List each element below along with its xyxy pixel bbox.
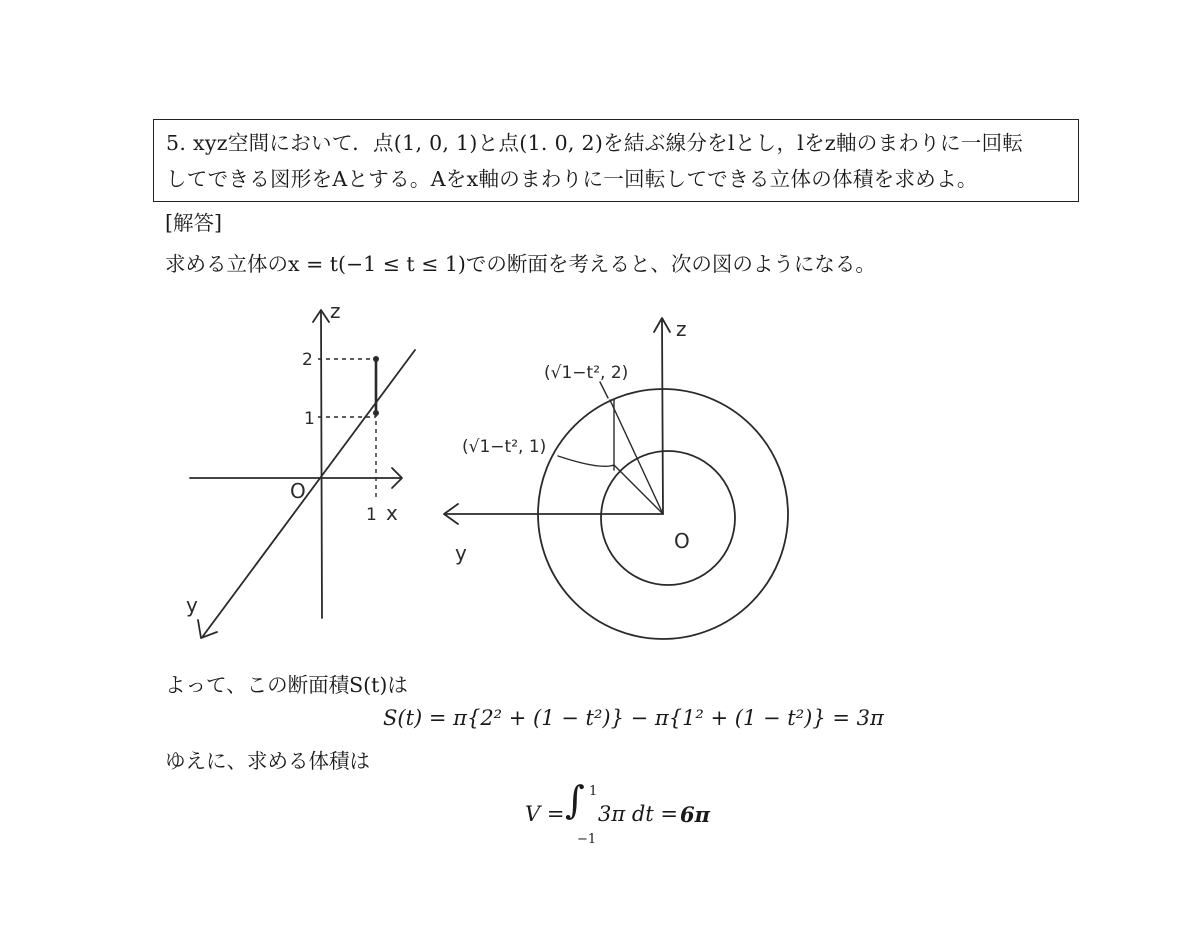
conclusion-text: よって、この断面積S(t)は — [165, 673, 408, 697]
formula-area: S(t) = π{2² + (1 − t²)} − π{1² + (1 − t²)} = 3π — [383, 706, 884, 730]
fig1-label-y: y — [186, 593, 198, 617]
answer-heading: [解答] — [165, 211, 222, 235]
fig1-z-axis — [321, 312, 322, 618]
fig1-label-z: z — [330, 299, 341, 323]
volume-integrand: 3π dt = — [598, 802, 678, 826]
fig2-label-origin: O — [674, 529, 690, 553]
problem-line-1: 5. xyz空間において．点(1, 0, 1)と点(1. 0, 2)を結ぶ線分をlとし，lをz軸のまわりに一回転 — [166, 131, 1024, 155]
fig2-radius-inner — [614, 465, 663, 514]
fig2-label-z: z — [676, 317, 687, 341]
fig1-label-origin: O — [290, 479, 306, 503]
figure-2-cross-section — [444, 317, 788, 639]
fig1-tick-2: 2 — [302, 350, 313, 370]
integral-upper-bound: 1 — [589, 784, 598, 799]
fig1-y-axis — [203, 350, 415, 636]
fig2-point-inner: (√1−t², 1) — [462, 437, 547, 457]
fig2-leader-top — [600, 382, 608, 398]
volume-result: 6π — [680, 802, 710, 827]
fig1-tick-1: 1 — [304, 409, 315, 429]
fig2-label-y: y — [455, 541, 467, 565]
problem-line-2: してできる図形をAとする。Aをx軸のまわりに一回転してできる立体の体積を求めよ。 — [166, 167, 978, 191]
fig2-point-outer: (√1−t², 2) — [544, 363, 629, 383]
figure-1-axes — [186, 299, 415, 638]
intro-text: 求める立体のx = t(−1 ≤ t ≤ 1)での断面を考えると、次の図のようになる。 — [165, 252, 876, 276]
fig2-z-axis — [662, 320, 663, 514]
integral-sign-icon: ∫ — [565, 778, 585, 822]
integral-lower-bound: −1 — [577, 832, 597, 847]
fig2-inner-circle — [601, 451, 735, 585]
fig1-tick-x1: 1 — [366, 505, 377, 525]
therefore-text: ゆえに、求める体積は — [165, 749, 370, 773]
fig2-arc-leader — [558, 456, 614, 466]
fig1-label-x: x — [386, 501, 398, 525]
fig2-radius-outer — [610, 400, 663, 514]
volume-lhs: V = — [525, 802, 565, 826]
